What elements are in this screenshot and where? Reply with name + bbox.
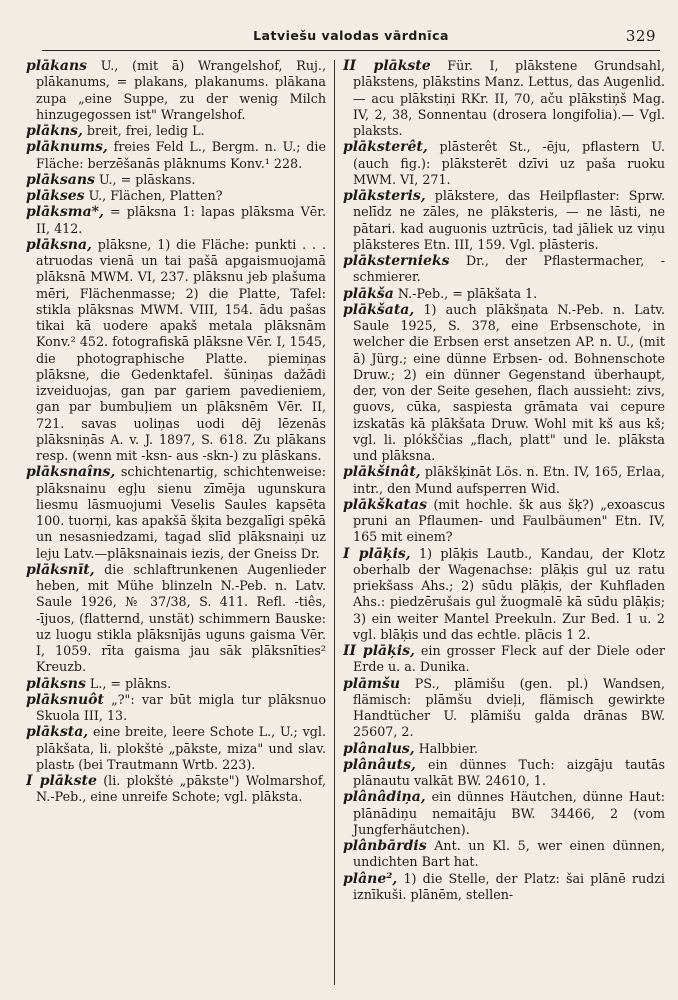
column-divider (334, 60, 335, 985)
entry-definition: plāksne, 1) die Fläche: punkti . . . atruodas vienā un tai pašā apgaismuojamā plāksnā MWM. VI, 237. plāksnu jeb plašuma mēri, Flächenmasse; 2) die Platte, Tafel: stikla plāksnas MWM. VIII, 154. ādu pašas tikai kā uodere apakš metala plāksnām Konv.² 452. fotografiskā plāksne Vēr. I, 1545, die photographische Platte. piemiņas plāksne, die Gedenktafel. šūniņas dažādi izveiduojas, gan par gariem pavedieniem, gan par bumbuļiem un plāksnēm Vēr. II, 721. savas uoliņas uodi dēj lēzenās plāksniņās A. v. J. 1897, S. 618. Zu plākans resp. (wenn mit -ksn- aus -skn-) zu plāskans. (36, 236, 326, 463)
dictionary-entry (343, 139, 665, 188)
dictionary-entry (343, 286, 665, 302)
entry-definition: Dr., der Pflastermacher, -schmierer. (353, 253, 665, 285)
entry-headword: plāksta, (26, 724, 89, 741)
dictionary-entry (26, 773, 326, 806)
entry-headword: plāksteris, (343, 188, 426, 204)
dictionary-entry (343, 871, 665, 904)
page-header (42, 28, 660, 51)
dictionary-entry (26, 676, 326, 692)
page-number: 329 (625, 27, 656, 45)
entry-definition: ein dünnes Tuch: aizgāju tautās plānautu valkāt BW. 24610, 1. (353, 756, 665, 788)
dictionary-entry (343, 253, 665, 286)
dictionary-entry (26, 172, 326, 188)
entry-headword: plânbārdis (343, 838, 427, 854)
entry-definition: Ant. un Kl. 5, wer einen dünnen, undichten Bart hat. (353, 838, 665, 870)
dictionary-entry (26, 237, 326, 465)
entry-definition: plākšķināt Lös. n. Etn. IV, 165, Erlaa, intr., den Mund aufsperren Wid. (353, 464, 665, 496)
entry-headword: plânalus, (343, 740, 415, 757)
entry-definition: breit, frei, ledig L. (86, 123, 205, 138)
entry-definition: L., = plākns. (89, 675, 172, 691)
entry-headword: plāmšu (343, 675, 401, 692)
entry-headword: plāksans (26, 171, 95, 188)
entry-headword: plākses (26, 188, 85, 204)
entry-definition: (mit hochle. šk aus šķ?) „exoascus pruni an Pflaumen- und Faulbäumen" Etn. IV, 165 mit einem? (353, 496, 665, 545)
entry-headword: plāksnuôt (26, 691, 104, 708)
dictionary-entry (26, 204, 326, 237)
entry-headword: plāksnaîns, (26, 464, 116, 481)
dictionary-entry (343, 643, 665, 676)
dictionary-entry (343, 838, 665, 871)
entry-definition: Für. I, plākstene Grundsahl, plākstens, plākstins Manz. Lettus, das Augenlid.— acu plākstiņi RKr. II, 70, aču plākstiņš Mag. IV, 2, 38, Sonnentau (drosera longifolia).— Vgl. plaksts. (353, 58, 665, 138)
dictionary-entry (343, 497, 665, 546)
entry-definition: PS., plāmišu (gen. pl.) Wandsen, flämisch: plāmšu dvieļi, flämisch gewirkte Handtücher U. plāmišu galda drānas BW. 25607, 2. (353, 675, 665, 740)
entry-definition: = plāksna 1: lapas plāksma Vēr. II, 412. (36, 204, 326, 236)
dictionary-entry (343, 302, 665, 465)
entry-definition: U., (mit ā) Wrangelshof, Ruj., plākanums, = plakans, plakanums. plākana zupa „eine Suppe, zu der wenig Milch hinzugegossen ist" Wrangelshof. (36, 58, 326, 122)
entry-definition: freies Feld L., Bergm. n. U.; die Fläche: berzēšanās plāknums Konv.¹ 228. (36, 139, 326, 171)
entry-headword: plākns, (26, 123, 83, 139)
entry-headword: plākša (343, 285, 394, 302)
entry-definition: U., = plāskans. (98, 171, 196, 187)
left-column (26, 58, 326, 993)
entry-definition: ein grosser Fleck auf der Diele oder Erde u. a. Dunika. (353, 643, 665, 675)
dictionary-entry (26, 58, 326, 123)
entry-definition: 1) plāķis Lautb., Kandau, der Klotz oberhalb der Wagenachse: plāķis gul uz ratu priekšass Ahs.; 2) sūdu plāķis, der Kuhfladen Ahs.: piedzērušais gul žuogmalē kā sūdu plāķis; 3) ein weiter Mantel Preekuln. Zur Bed. 1 u. 2 vgl. blāķis und das echtle. plācis 1 2. (353, 545, 665, 642)
dictionary-entry (26, 188, 326, 204)
dictionary-entry (343, 464, 665, 497)
dictionary-entry (26, 724, 326, 773)
entry-headword: plāksternieks (343, 253, 450, 269)
entry-definition: eine breite, leere Schote L., U.; vgl. plākšata, li. plokštė „pākste, miza" und slav. plastь (bei Trautmann Wrtb. 223). (36, 724, 326, 772)
entry-definition: plākstere, das Heilpflaster: Sprw. nelīdz ne zāles, ne plāksteris, — ne lāsti, ne pātari. kad auguonis uztrūcis, tad jāliek uz viņu plāksteres Etn. III, 159. Vgl. plāsteris. (353, 188, 665, 252)
entry-definition: N.-Peb., = plākšata 1. (397, 285, 538, 301)
entry-headword: plāknums, (26, 139, 108, 156)
entry-headword: plāksma*, (26, 204, 104, 221)
entry-headword: plākšata, (343, 301, 415, 318)
running-title: Latviešu valodas vārdnīca (253, 28, 449, 43)
entry-headword: II plākste (343, 58, 431, 74)
entry-definition: (li. plokštė „pākste") Wolmarshof, N.-Peb., eine unreife Schote; vgl. plāksta. (36, 773, 326, 805)
entry-definition: ein dünnes Häutchen, dünne Haut: plānādiņu nemaitāju BW. 34466, 2 (vom Jungferhäutchen). (353, 789, 665, 837)
dictionary-entry (343, 546, 665, 644)
entry-definition: 1) die Stelle, der Platz: šai plānē rudzi iznīkuši. plānēm, stellen- (353, 870, 665, 902)
dictionary-entry (343, 58, 665, 139)
entry-headword: plākans (26, 58, 88, 74)
entry-definition: schichtenartig, schichtenweise: plāksnainu egļu sienu zīmēja ugunskura liesmu lāsmuojumi Veselis Saules kapsēta 100. tuorņi, kas apakšā šķita bezgalīgi spēkā un nesasniedzami, tagad slīd plāksnaiņi uz leju Latv.—plāksnainais iezis, der Gneiss Dr. (36, 464, 326, 561)
entry-headword: plâne², (343, 870, 398, 887)
dictionary-entry (26, 562, 326, 676)
entry-headword: plânâdiņa, (343, 789, 426, 806)
entry-definition: Halbbier. (418, 740, 478, 756)
dictionary-entry (343, 789, 665, 838)
entry-definition: U., Flächen, Platten? (88, 188, 223, 203)
dictionary-entry (343, 676, 665, 741)
entry-headword: plāksterêt, (343, 139, 428, 156)
entry-definition: „?": var būt migla tur plāksnuo Skuola III, 13. (36, 691, 326, 723)
entry-headword: plāksns (26, 675, 86, 692)
entry-headword: II plāķis, (343, 643, 415, 659)
entry-headword: plāksnīt, (26, 561, 95, 578)
dictionary-entry (26, 464, 326, 562)
dictionary-entry (343, 757, 665, 790)
dictionary-entry (26, 139, 326, 172)
dictionary-entry (26, 123, 326, 139)
right-column (343, 58, 665, 993)
entry-headword: plânâuts, (343, 756, 416, 773)
dictionary-entry (343, 741, 665, 757)
entry-headword: plākšinât, (343, 464, 421, 481)
entry-definition: plāsterêt St., -ēju, pflastern U. (auch fig.): plāksterēt dzīvi uz paša ruoku MWM. VI, 271. (353, 139, 665, 187)
entry-headword: plāksna, (26, 236, 92, 253)
entry-headword: plākškatas (343, 496, 427, 513)
entry-definition: 1) auch plākšņata N.-Peb. n. Latv. Saule 1925, S. 378, eine Erbsenschote, in welcher die Erbsen erst ansetzen AP. n. U., (mit ā) Jürg.; eine dünne Erbsen- od. Bohnenschote Druw.; 2) ein dünner Gegenstand überhaupt, der, von der Seite gesehen, flach aussieht: zivs, guovs, cūka, saspiesta grāmata vai cepure izskatās kā plākšata Druw. Wohl mit kš aus kš; vgl. li. plókščias „flach, platt" und le. plāksta und plāksna. (353, 301, 665, 463)
dictionary-entry (343, 188, 665, 253)
entry-headword: I plākste (26, 773, 97, 789)
entry-headword: I plāķis, (343, 545, 411, 562)
entry-definition: die schlaftrunkenen Augenlieder heben, mit Mühe blinzeln N.-Peb. n. Latv. Saule 1926, № 37/38, S. 411. Refl. -tiês, -ījuos, (flatternd, unstät) schimmern Bauske: uz luogu stikla plāksnījās uguns gaisma Vēr. I, 1059. rīta gaisma jau sāk plāksnīties² Kreuzb. (36, 561, 326, 675)
dictionary-entry (26, 692, 326, 725)
